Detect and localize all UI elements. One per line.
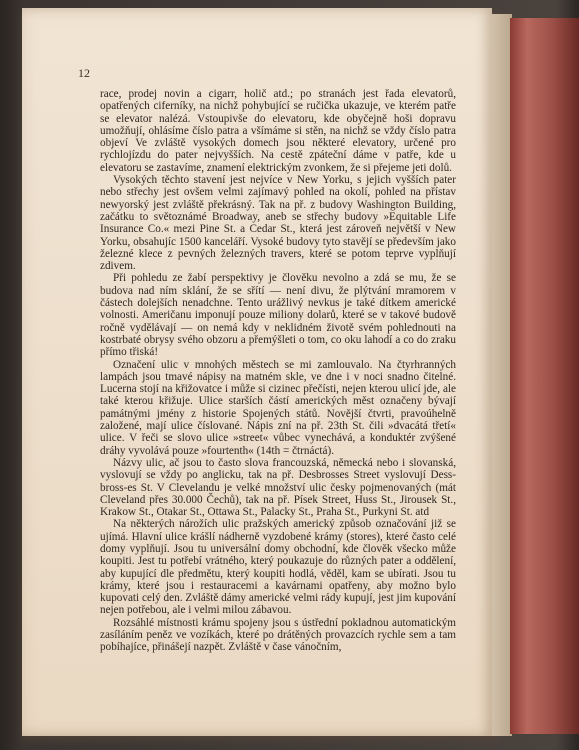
paragraph: race, prodej novin a cigarr, holič atd.; po stranách jest řada elevatorů, opatřených ciferníky, na nichž pohybující se ručička ukazuje, ve kterém patře se elevator nalézá. Vstoupivše do elevatoru, kde obyčejně hoši dopravu umožňují, ohlásíme číslo patra a všímáme si stěn, na nichž se vždy číslo patra objeví Ve zvláště vysokých domech jsou některé elevatory, určené pro rychlojízdu do pater nejvyšších. Na cestě zpáteční dáme v patře, kde u elevatoru se zastavíme, znamení elektrickým zvonkem, že si přejeme jeti dolů. xyxy=(100,88,456,174)
paragraph: Označení ulic v mnohých městech se mi zamlouvalo. Na čtyrhranných lampách jsou tmavé nápisy na matném skle, ve dne i v noci snadno čitelné. Lucerna stojí na křižovatce i může si cizinec přečísti, nejen kterou ulicí jde, ale také kterou křižuje. Ulice starších částí amerických měst označeny bývají památnými jmény z historie Spojených států. Novější čtvrti, pravoúhelně založené, mají ulice číslované. Nápis zní na př. 23th St. čili »dvacátá třetí« ulice. V řeči se slovo ulice »street« vůbec vynechává, a konduktér zvýšené dráhy vyvolává pouze »fourtenth« (14th = čtrnáctá). xyxy=(100,358,456,457)
page-number: 12 xyxy=(78,66,90,80)
page-text xyxy=(100,88,456,654)
paragraph: Při pohledu ze žabí perspektivy je člověku nevolno a zdá se mu, že se budova nad ním sklání, že se sřítí — není divu, že plýtvání mramorem v částech dolejších nenadchne. Tento urážlivý nevkus je také dítkem americké volnosti. Američanu imponují pouze miliony dolarů, které se v takové budově ročně vydělávají — on nemá kdy v neklidném životě svém pohlednouti na kostrbaté obrysy svého obzoru a přemýšleti o tom, co oku lahodí a co do zraku přímo třiská! xyxy=(100,272,456,359)
book-page xyxy=(22,8,492,736)
paragraph: Vysokých těchto stavení jest nejvíce v New Yorku, s jejich vyšších pater nebo střechy jest ovšem velmi zajímavý pohled na okolí, pohled na přístav newyorský jest zvláště překrásný. Tak na př. z budovy Washington Building, začátku to světoznámé Broadway, aneb se střechy budovy »Equitable Life Insurance Co.« mezi Pine St. a Cedar St., která jest zároveň největší v New Yorku, obsahujíc 1500 kanceláří. Vysoké budovy tyto stavějí se především jako železné klece z pevných železných travers, které se potom teprve vyplňují zdivem. xyxy=(100,174,456,273)
paragraph: Rozsáhlé místnosti krámu spojeny jsou s ústřední pokladnou automatickým zasíláním peněz ve vozíkách, které po drátěných provazcích rychle sem a tam pobíhajíce, přinášejí nazpět. Zvláště v čase vánočním, xyxy=(100,616,456,654)
paragraph: Na některých nárožích ulic pražských americký způsob označování již se ujímá. Hlavní ulice krášlí nádherně vyzdobené krámy (stores), které často celé domy vyplňují. Jsou tu universální domy obchodní, kde člověk všecko může koupiti. Jest tu potřebí vrátného, který poukazuje do různých pater a oddělení, aby kupující dle předmětu, který koupiti hodlá, věděl, kam se ubírati. Jsou tu krámy, které jsou i restauracemi a kavárnami opatřeny, aby možno bylo kupovati celý den. Zvláště dámy americké velmi rády kupují, jest jim kupování nejen potřebou, ale i velmi milou zábavou. xyxy=(100,518,456,617)
book-cover-edge xyxy=(510,18,579,734)
paragraph: Názvy ulic, ač jsou to často slova francouzská, německá nebo i slovanská, vyslovují se vždy po anglicku, tak na př. Desbrosses Street vyslovují Dess-bross-es St. V Clevelandu je velké množství ulic česky pojmenovaných (mát Cleveland přes 30.000 Čechů), tak na př. Písek Street, Huss St., Jirousek St., Krakow St., Otakar St., Ottawa St., Palacky St., Praha St., Purkyni St. atd xyxy=(100,456,456,519)
